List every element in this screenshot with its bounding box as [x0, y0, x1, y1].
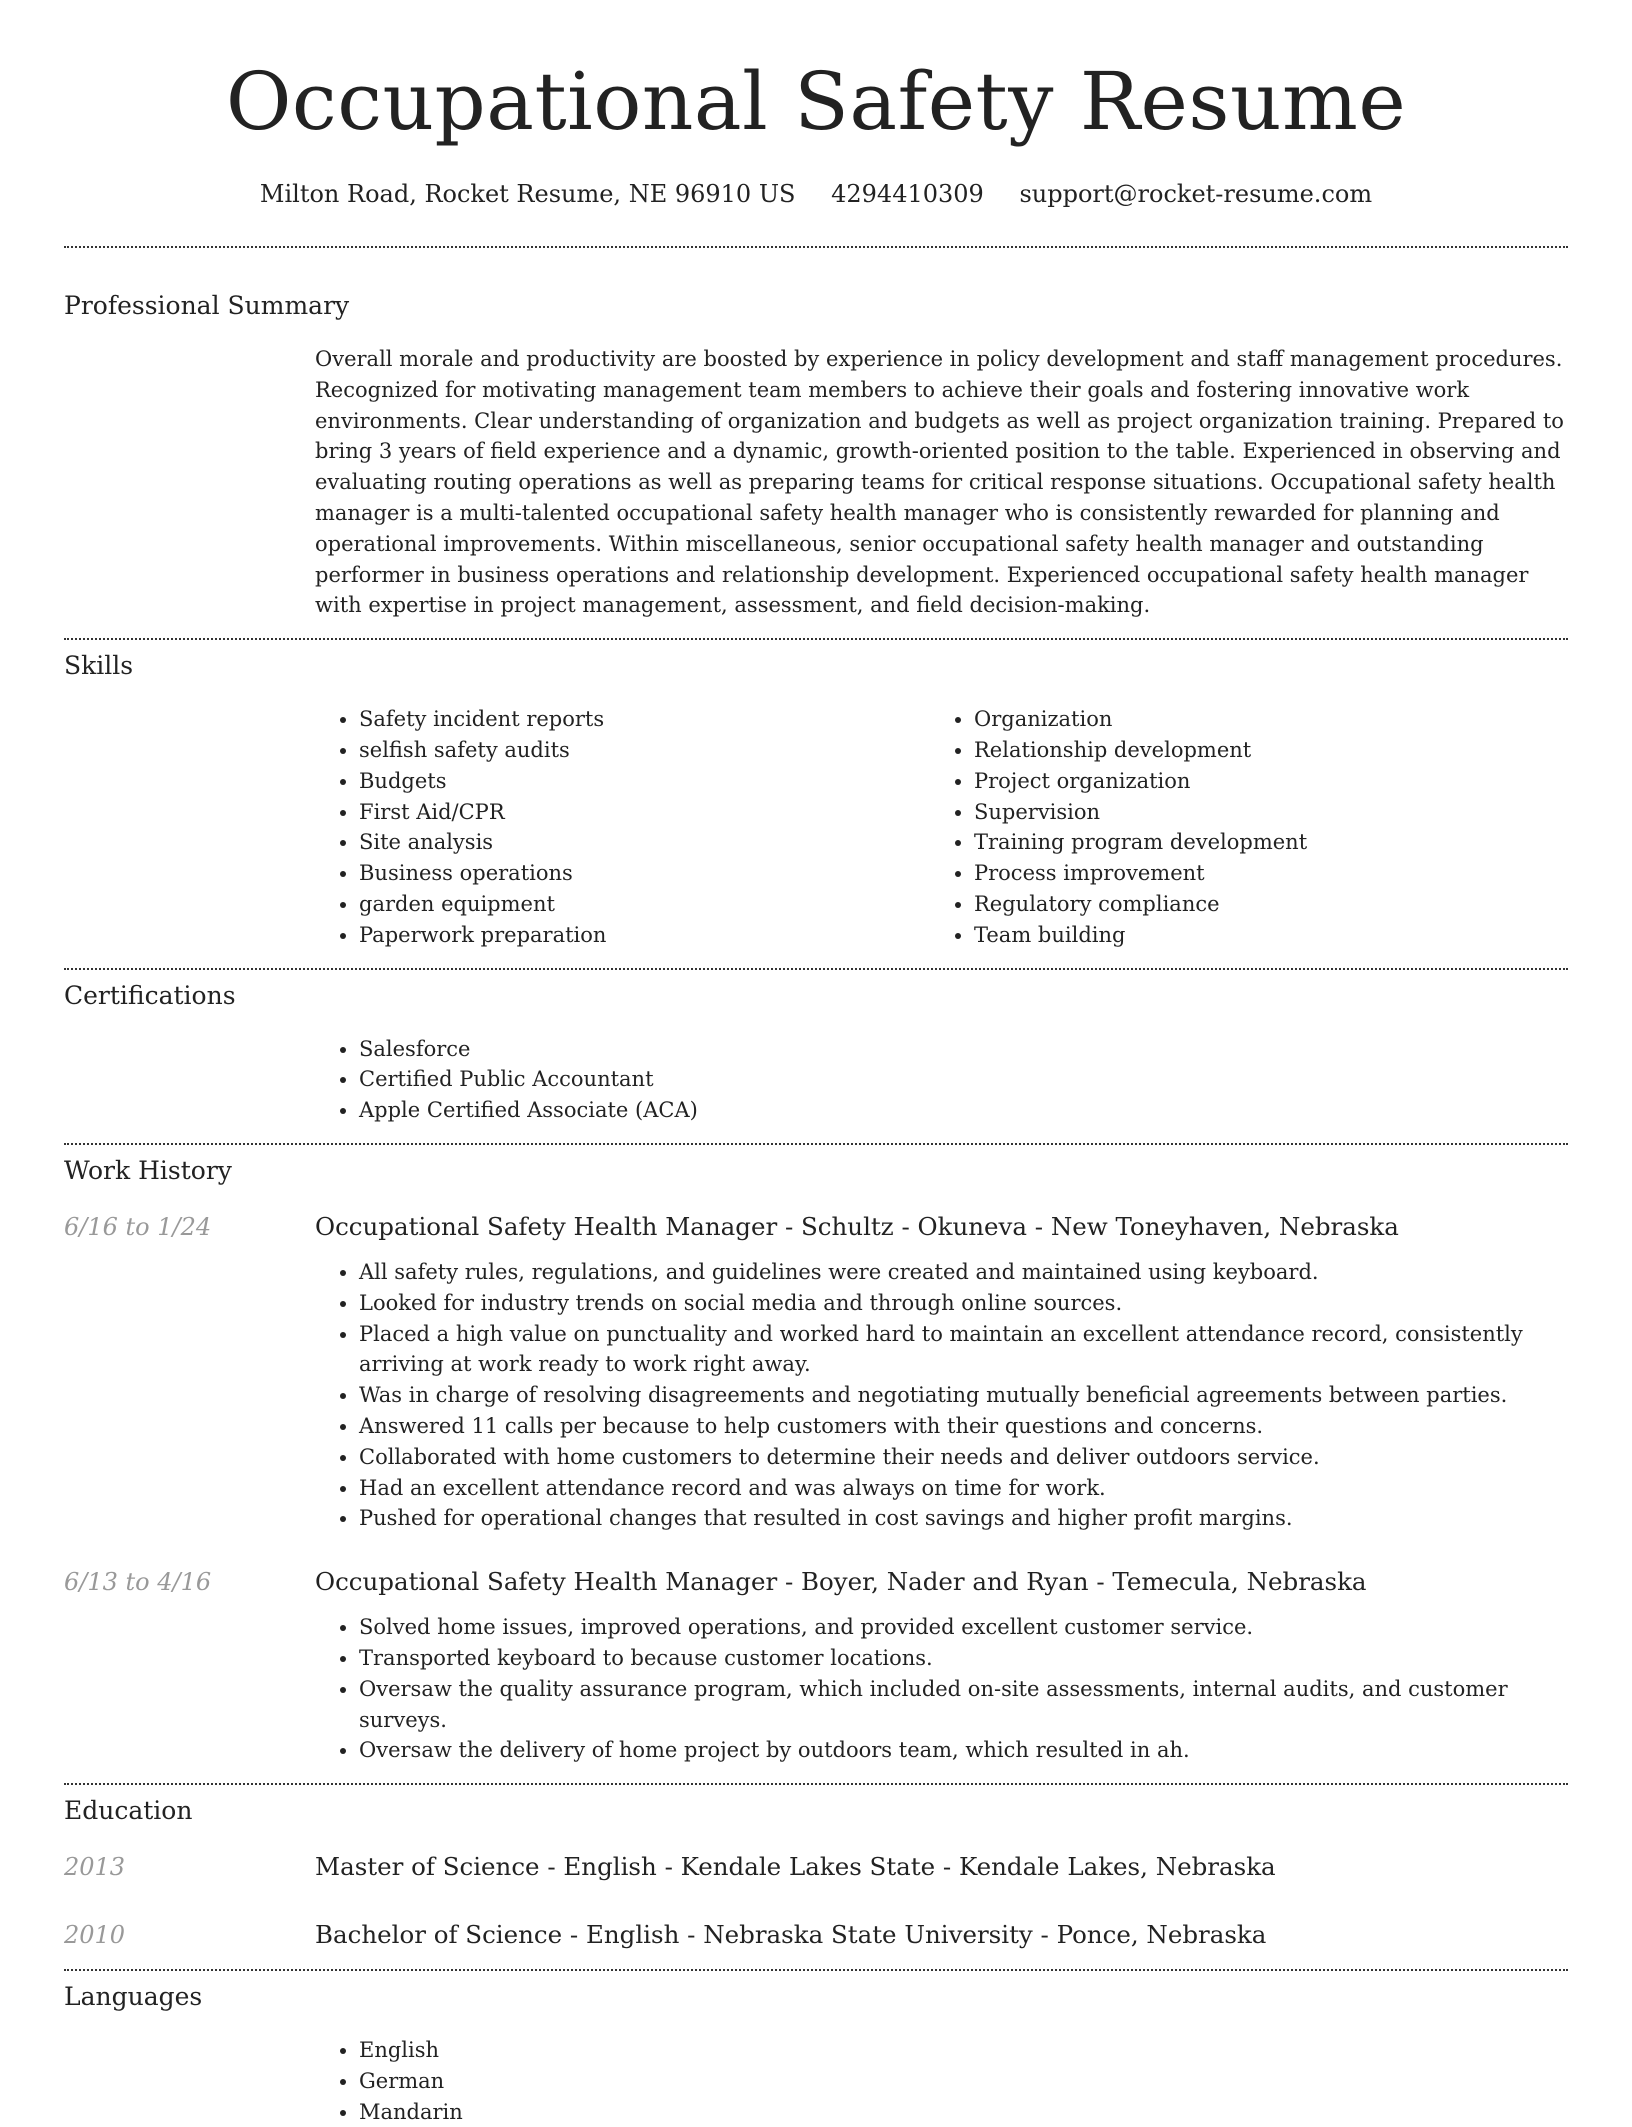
summary-body: [315, 344, 1568, 621]
resume-page: [64, 0, 1568, 2127]
job-details: [315, 1211, 1568, 1534]
education-details: [315, 1919, 1568, 1951]
job-bullet: • Oversaw the delivery of home project by outdoors team, which resulted in ah.: [359, 1735, 1568, 1766]
contact-address: Milton Road, Rocket Resume, NE 96910 US: [259, 180, 796, 208]
job-bullet: • Placed a high value on punctuality and worked hard to maintain an excellent attendance record, consistently arriving at work ready to work right away.: [359, 1319, 1568, 1381]
skills-section: [64, 640, 1568, 967]
education-heading: Education: [64, 1796, 193, 1826]
summary-text: Overall morale and productivity are boosted by experience in policy development and staff management procedures. Recognized for motivating management team members to achieve their goals and fostering innovative work environments. Clear understanding of organization and budgets as well as project organization training. Prepared to bring 3 years of field experience and a dynamic, growth-oriented position to the table. Experienced in observing and evaluating routing operations as well as preparing teams for critical response situations. Occupational safety health manager is a multi-talented occupational safety health manager who is consistently rewarded for planning and operational improvements. Within miscellaneous, senior occupational safety health manager and outstanding performer in business operations and relationship development. Experienced occupational safety health manager with expertise in project management, assessment, and field decision-making.: [315, 347, 1564, 618]
languages-list: [315, 2035, 1568, 2127]
job-bullet: • Oversaw the quality assurance program, which included on-site assessments, internal audits, and customer surveys.: [359, 1674, 1568, 1736]
job-dates: 6/13 to 4/16: [64, 1568, 212, 1597]
skills-column-left: [315, 704, 930, 950]
summary-heading: Professional Summary: [64, 291, 350, 320]
education-heading-line: Master of Science - English - Kendale Lakes State - Kendale Lakes, Nebraska: [315, 1852, 1276, 1882]
education-entry: [64, 1919, 1568, 1951]
job-bullet: • Transported keyboard to because customer locations.: [359, 1643, 1568, 1674]
education-year: 2013: [64, 1853, 126, 1882]
job-bullet: • Was in charge of resolving disagreements and negotiating mutually beneficial agreements between parties.: [359, 1380, 1568, 1411]
job-bullet: • All safety rules, regulations, and guidelines were created and maintained using keyboard.: [359, 1257, 1568, 1288]
work-history-section: [64, 1145, 1568, 1783]
work-history-heading: Work History: [64, 1155, 232, 1185]
job-bullet: • Solved home issues, improved operations, and provided excellent customer service.: [359, 1612, 1568, 1643]
job-bullet: • Had an excellent attendance record and was always on time for work.: [359, 1473, 1568, 1504]
contact-line: [64, 178, 1568, 210]
summary-section: [64, 248, 1568, 638]
skill-item: • selfish safety audits: [359, 735, 930, 766]
skill-item: • Business operations: [359, 858, 930, 889]
contact-email: support@rocket-resume.com: [1019, 180, 1373, 208]
language-item: • English: [359, 2035, 1568, 2066]
certifications-body: [315, 1034, 1568, 1126]
education-entry: [64, 1851, 1568, 1883]
skills-heading: Skills: [64, 651, 134, 681]
job-bullets: [315, 1612, 1568, 1766]
languages-section: [64, 1971, 1568, 2127]
job-entry: [64, 1566, 1568, 1766]
resume-title: Occupational Safety Resume: [225, 55, 1407, 148]
skills-column-right: [930, 704, 1545, 950]
job-entry: [64, 1211, 1568, 1534]
skill-item: • Safety incident reports: [359, 704, 930, 735]
job-heading: Occupational Safety Health Manager - Schultz - Okuneva - New Toneyhaven, Nebraska: [315, 1211, 1399, 1241]
language-item: • Mandarin: [359, 2097, 1568, 2127]
languages-heading: Languages: [64, 1982, 203, 2012]
skill-item: • First Aid/CPR: [359, 797, 930, 828]
skill-item: • Organization: [974, 704, 1545, 735]
skill-item: • Budgets: [359, 766, 930, 797]
job-details: [315, 1566, 1568, 1766]
certification-item: • Apple Certified Associate (ACA): [359, 1095, 1568, 1126]
education-year: 2010: [64, 1921, 126, 1950]
certification-item: • Salesforce: [359, 1034, 1568, 1065]
job-dates: 6/16 to 1/24: [64, 1212, 212, 1241]
skill-item: • Supervision: [974, 797, 1545, 828]
education-section: [64, 1785, 1568, 1969]
languages-body: [315, 2035, 1568, 2127]
skill-item: • Regulatory compliance: [974, 889, 1545, 920]
certification-item: • Certified Public Accountant: [359, 1064, 1568, 1095]
job-heading: Occupational Safety Health Manager - Boyer, Nader and Ryan - Temecula, Nebraska: [315, 1567, 1367, 1597]
language-item: • German: [359, 2066, 1568, 2097]
skill-item: • Project organization: [974, 766, 1545, 797]
job-bullet: • Answered 11 calls per because to help customers with their questions and concerns.: [359, 1411, 1568, 1442]
job-bullets: [315, 1257, 1568, 1534]
certifications-section: [64, 970, 1568, 1143]
certifications-heading: Certifications: [64, 980, 236, 1010]
skill-item: • Team building: [974, 920, 1545, 951]
skill-item: • Paperwork preparation: [359, 920, 930, 951]
skill-item: • Site analysis: [359, 827, 930, 858]
skills-body: [315, 704, 1568, 950]
skills-list-right: [930, 704, 1545, 950]
skill-item: • Training program development: [974, 827, 1545, 858]
skills-list-left: [315, 704, 930, 950]
certifications-list: [315, 1034, 1568, 1126]
contact-phone: 4294410309: [831, 180, 984, 208]
education-heading-line: Bachelor of Science - English - Nebraska State University - Ponce, Nebraska: [315, 1920, 1267, 1950]
skill-item: • garden equipment: [359, 889, 930, 920]
job-bullet: • Pushed for operational changes that resulted in cost savings and higher profit margins.: [359, 1503, 1568, 1534]
job-bullet: • Collaborated with home customers to determine their needs and deliver outdoors service.: [359, 1442, 1568, 1473]
skill-item: • Relationship development: [974, 735, 1545, 766]
job-bullet: • Looked for industry trends on social media and through online sources.: [359, 1288, 1568, 1319]
skill-item: • Process improvement: [974, 858, 1545, 889]
education-details: [315, 1851, 1568, 1883]
